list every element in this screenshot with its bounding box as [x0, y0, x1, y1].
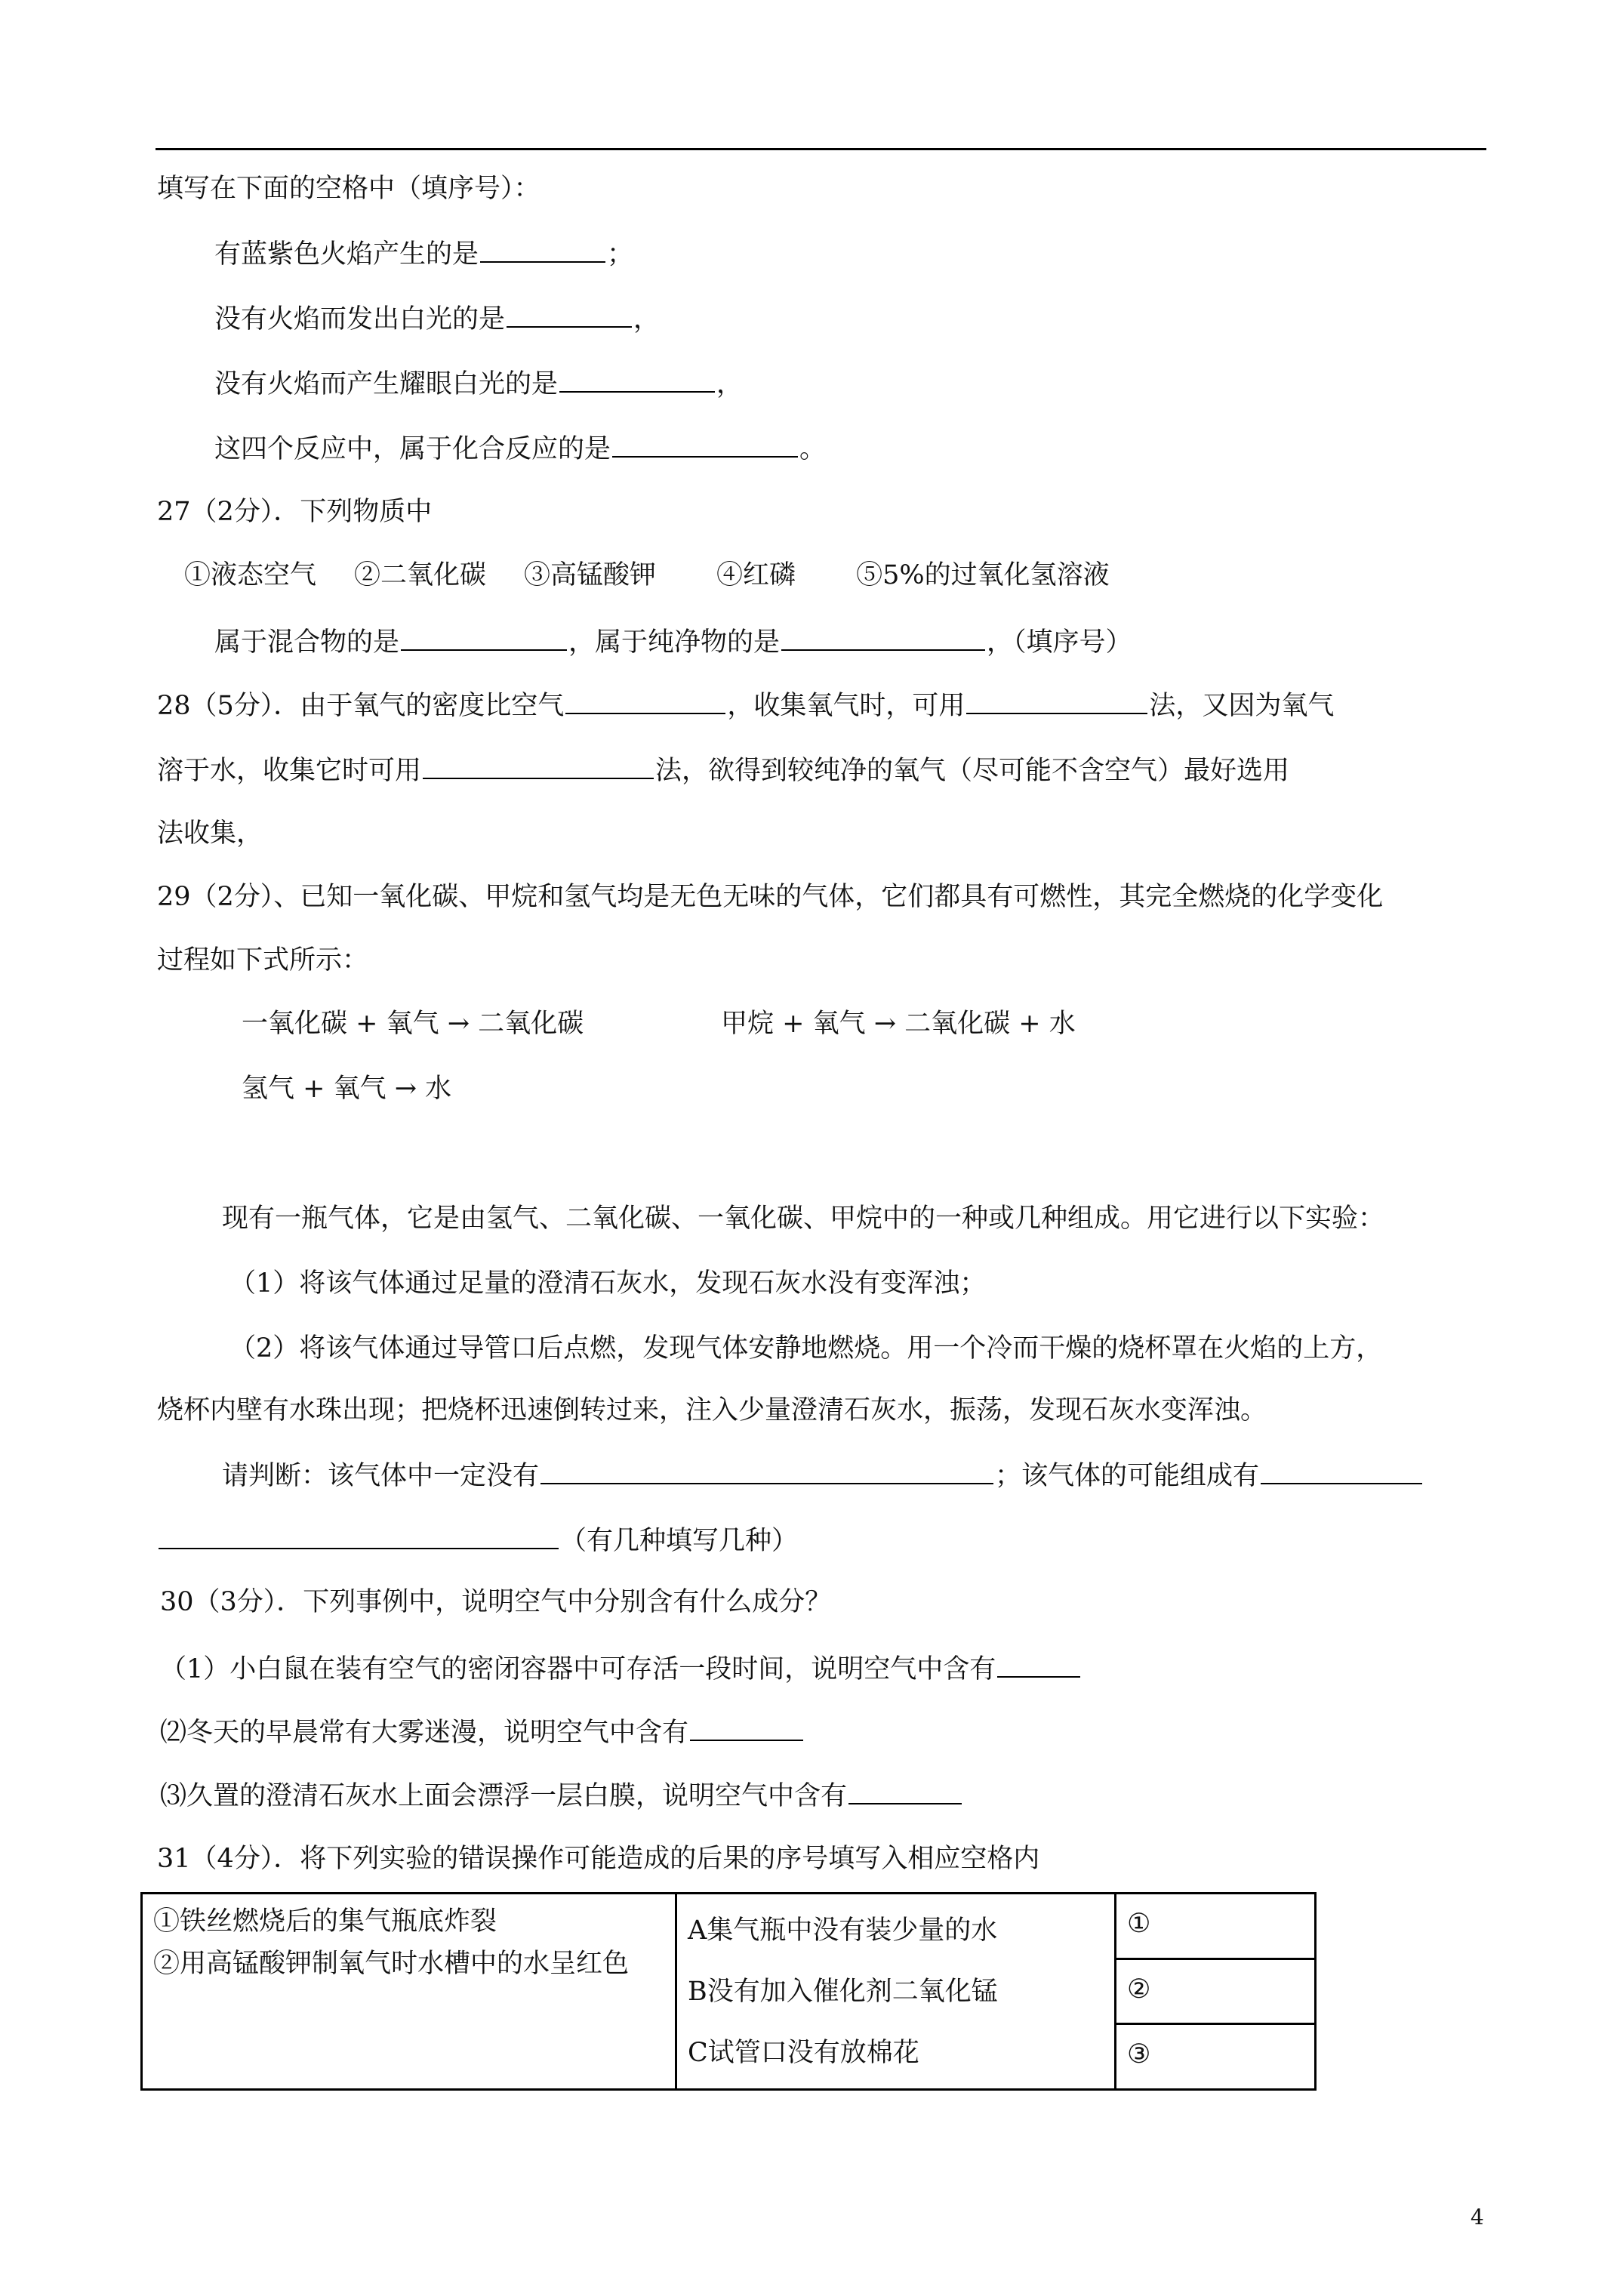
q29-paragraph-2: （1）将该气体通过足量的澄清石灰水，发现石灰水没有变浑浊；: [229, 1268, 987, 1299]
cause-a: A集气瓶中没有装少量的水: [688, 1915, 998, 1946]
q29-paragraph-1: 现有一瓶气体，它是由氢气、二氧化碳、一氧化碳、甲烷中的一种或几种组成。用它进行以下实验：: [222, 1203, 1385, 1234]
q28-text-e: 法，欲得到较纯净的氧气（尽可能不含空气）最好选用: [655, 756, 1290, 786]
answer-blank[interactable]: [690, 1714, 803, 1741]
answer-blank[interactable]: [781, 624, 985, 651]
q27-hint: ，（填序号）: [987, 627, 1132, 658]
q29-line-1: 29（2分）、已知一氧化碳、甲烷和氢气均是无色无味的气体，它们都具有可燃性，其完全燃烧的化学变化: [157, 882, 1384, 912]
errors-cell: [142, 1894, 676, 2090]
q30-item-2-text: ⑵冬天的早晨常有大雾迷漫，说明空气中含有: [160, 1718, 689, 1748]
q29-line-2: 过程如下式所示：: [157, 945, 369, 975]
q26-line-4-text: 这四个反应中，属于化合反应的是: [214, 434, 611, 464]
q30-item-2: [160, 1714, 805, 1749]
q26-line-4: [214, 430, 826, 466]
answer-blank[interactable]: [401, 624, 567, 651]
q28-text-a: 28（5分）．由于氧气的密度比空气: [157, 691, 565, 721]
answer-blank[interactable]: [966, 687, 1147, 714]
answer-cell-3[interactable]: ③: [1116, 2024, 1316, 2090]
option-2: ②二氧化碳: [354, 560, 487, 590]
q28-text-d: 溶于水，收集它时可用: [157, 756, 422, 786]
q28-line-2: [157, 752, 1289, 787]
option-1: ①液态空气: [184, 560, 317, 590]
q27-mixture-label: 属于混合物的是: [214, 627, 400, 658]
q26-line-3: [214, 365, 743, 401]
equation-methane: 甲烷 + 氧气 → 二氧化碳 + 水: [721, 1009, 1076, 1039]
answer-blank[interactable]: [507, 300, 632, 328]
q29-fill-line: [157, 1522, 798, 1558]
q26-line-2-end: ，: [633, 304, 661, 334]
q26-line-1-text: 有蓝紫色火焰产生的是: [214, 239, 479, 270]
q26-line-1-end: ；: [607, 239, 634, 270]
answer-blank[interactable]: [565, 687, 725, 714]
q28-text-b: ，收集氧气时，可用: [727, 691, 965, 721]
answer-blank[interactable]: [612, 430, 798, 458]
error-item-2: ②用高锰酸钾制氧气时水槽中的水呈红色: [153, 1949, 630, 1979]
q28-line-3: 法收集，: [157, 818, 263, 849]
q26-line-3-end: ，: [716, 369, 744, 399]
page-number: 4: [1471, 2205, 1484, 2230]
answer-blank[interactable]: [1261, 1457, 1422, 1484]
q30-item-3: [160, 1777, 963, 1813]
answer-blank[interactable]: [540, 1457, 993, 1484]
q30-item-1-text: （1）小白鼠在装有空气的密闭容器中可存活一段时间，说明空气中含有: [160, 1654, 996, 1684]
q27-answer-line: [214, 624, 1132, 659]
q29-paragraph-4: 烧杯内壁有水珠出现；把烧杯迅速倒转过来，注入少量澄清石灰水，振荡，发现石灰水变浑浊。: [157, 1395, 1267, 1425]
option-3: ③高锰酸钾: [524, 560, 657, 590]
q26-line-1: [214, 236, 633, 271]
q28-line-1: [157, 687, 1334, 723]
q29-judge-line: [222, 1457, 1424, 1493]
q27-pure-label: ，属于纯净物的是: [568, 627, 781, 658]
answer-blank[interactable]: [159, 1522, 559, 1549]
q27-title: 27（2分）．下列物质中: [157, 497, 433, 527]
q30-item-3-text: ⑶久置的澄清石灰水上面会漂浮一层白膜，说明空气中含有: [160, 1781, 848, 1811]
intro-text: 填写在下面的空格中（填序号）：: [157, 174, 540, 204]
cause-b: B没有加入催化剂二氧化锰: [688, 1977, 998, 2007]
equation-hydrogen: 氢气 + 氧气 → 水: [242, 1074, 452, 1104]
q29-possible-label: ；该气体的可能组成有: [995, 1461, 1260, 1491]
answer-blank[interactable]: [480, 236, 605, 263]
answer-blank[interactable]: [848, 1777, 962, 1804]
q27-options: [184, 559, 1110, 592]
q31-answer-table: [140, 1892, 1317, 2091]
q30-title: 30（3分）．下列事例中，说明空气中分别含有什么成分？: [160, 1587, 832, 1617]
header-rule: [156, 148, 1486, 150]
q29-fill-hint: （有几种填写几种）: [560, 1526, 799, 1556]
causes-cell: [676, 1894, 1116, 2090]
q31-title: 31（4分）．将下列实验的错误操作可能造成的后果的序号填写入相应空格内: [157, 1844, 1040, 1874]
q26-line-2: [214, 300, 660, 336]
answer-blank[interactable]: [559, 365, 715, 393]
cause-c: C试管口没有放棉花: [688, 2038, 919, 2068]
option-4: ④红磷: [716, 560, 796, 590]
q29-paragraph-3: （2）将该气体通过导管口后点燃，发现气体安静地燃烧。用一个冷而干燥的烧杯罩在火焰的上方，: [229, 1333, 1383, 1364]
q26-line-3-text: 没有火焰而产生耀眼白光的是: [214, 369, 559, 399]
q26-line-2-text: 没有火焰而发出白光的是: [214, 304, 506, 334]
equation-co: 一氧化碳 + 氧气 → 二氧化碳: [242, 1009, 584, 1039]
q29-none-label: 请判断：该气体中一定没有: [222, 1461, 540, 1491]
option-5: ⑤5%的过氧化氢溶液: [856, 560, 1110, 590]
answer-blank[interactable]: [423, 752, 654, 779]
answer-blank[interactable]: [997, 1650, 1080, 1678]
q30-item-1: [160, 1650, 1082, 1686]
answer-cell-1[interactable]: ①: [1116, 1894, 1316, 1959]
error-item-1: ①铁丝燃烧后的集气瓶底炸裂: [153, 1906, 497, 1937]
q28-text-c: 法，又因为氧气: [1149, 691, 1335, 721]
answer-cell-2[interactable]: ②: [1116, 1959, 1316, 2024]
q26-line-4-end: 。: [799, 434, 827, 464]
